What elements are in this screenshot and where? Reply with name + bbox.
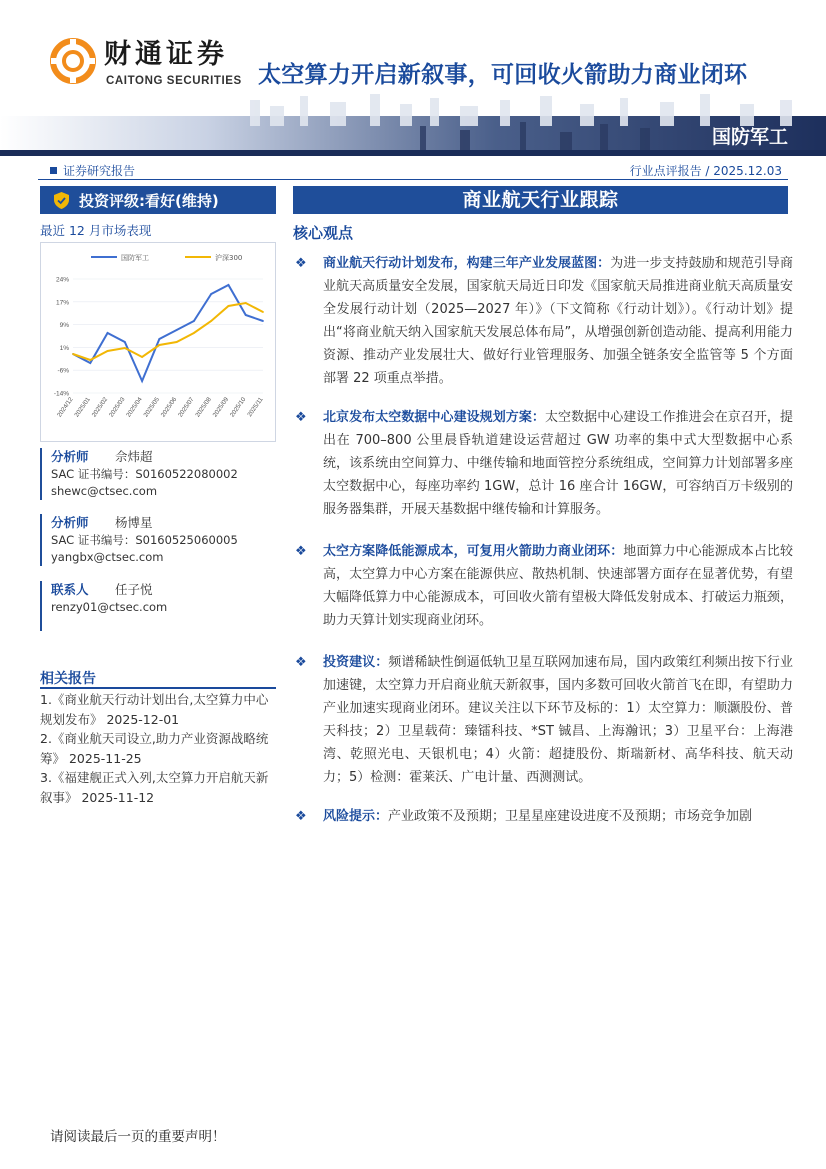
company-name-en: CAITONG SECURITIES: [106, 75, 242, 87]
data-point: [176, 329, 178, 331]
diamond-bullet-icon: ❖: [295, 256, 307, 271]
rating-box: [40, 186, 276, 214]
square-bullet-icon: [50, 167, 57, 174]
caitong-logo-icon: [50, 38, 96, 84]
analyst-name: 杨博星: [115, 515, 153, 530]
y-tick-label: -6%: [57, 367, 69, 375]
y-tick-label: -14%: [53, 390, 69, 398]
footer-disclaimer: 请阅读最后一页的重要声明！: [50, 1129, 226, 1145]
related-report-line: 叙事》 2025-11-12: [40, 789, 155, 805]
x-tick-label: 2025/07: [176, 396, 196, 419]
data-point: [245, 314, 247, 316]
related-report-line: 1.《商业航天行动计划出台,太空算力中心: [40, 692, 269, 707]
analyst-1: [40, 448, 276, 500]
company-name: 财通证券: [104, 39, 228, 70]
related-report-item[interactable]: [40, 690, 276, 729]
shield-icon: [54, 192, 69, 209]
data-point: [141, 356, 143, 358]
report-title: 太空算力开启新叙事，可回收火箭助力商业闭环: [258, 62, 748, 88]
key-point-4: [293, 651, 793, 789]
related-report-line: 规划发布》 2025-12-01: [40, 711, 180, 727]
key-point-1: [293, 252, 793, 390]
y-tick-label: 9%: [59, 322, 69, 330]
related-report-line: 筹》 2025-11-25: [40, 750, 142, 766]
section-title: 商业航天行业跟踪: [293, 186, 788, 214]
diamond-bullet-icon: ❖: [295, 544, 307, 559]
data-point: [210, 293, 212, 295]
report-meta: 行业点评报告 / 2025.12.03: [629, 164, 782, 178]
related-report-line: 2.《商业航天司设立,助力产业资源战略统: [40, 731, 269, 746]
data-point: [176, 341, 178, 343]
series-line-2: [73, 303, 263, 360]
y-tick-label: 17%: [55, 299, 69, 307]
data-point: [193, 320, 195, 322]
x-tick-label: 2025/04: [125, 396, 144, 419]
analyst-role: 分析师: [51, 449, 89, 464]
data-point: [89, 362, 91, 364]
x-tick-label: 2025/02: [90, 396, 110, 419]
key-point-text: 频谱稀缺性倒逼低轨卫星互联网加速布局，国内政策红利频出按下行业加速键，太空算力开启商业航天新叙事，国内多数可回收火箭首飞在即，有望助力产业加速实现商业闭环。建议关注以下环节及标的：1）太空算力：顺灏股份、普天科技；2）卫星载荷：臻镭科技、*ST 铖昌、上海瀚讯；3）卫星平台：上海港湾、乾照光电、天银机电；4）火箭：超捷股份、斯瑞新材、高华科技、航天动力；5）检测：霍莱沃、广电计量、西测测试。: [323, 655, 793, 785]
key-point-text: 产业政策不及预期；卫星星座建设进度不及预期；市场竞争加剧: [388, 809, 753, 824]
key-point-5: [293, 805, 793, 828]
x-tick-label: 2024/12: [56, 396, 75, 419]
data-point: [228, 305, 230, 307]
data-point: [245, 302, 247, 304]
chart-svg: [41, 243, 275, 441]
related-report-line: 3.《福建舰正式入列,太空算力开启航天新: [40, 770, 269, 785]
data-point: [193, 332, 195, 334]
rating-label: 投资评级:看好(维持): [79, 191, 219, 210]
data-point: [141, 380, 143, 382]
analyst-email[interactable]: shewc@ctsec.com: [51, 484, 158, 498]
analyst-name: 佘炜超: [115, 449, 153, 464]
related-reports-divider: [40, 687, 276, 689]
data-point: [124, 341, 126, 343]
diamond-bullet-icon: ❖: [295, 410, 307, 425]
legend-label: 沪深300: [215, 254, 243, 262]
x-tick-label: 2025/01: [73, 396, 92, 419]
data-point: [72, 353, 74, 355]
data-point: [107, 350, 109, 352]
market-performance-chart: [40, 242, 276, 442]
city-banner: [0, 92, 826, 156]
related-report-item[interactable]: [40, 729, 276, 768]
x-tick-label: 2025/09: [211, 396, 231, 419]
diamond-bullet-icon: ❖: [295, 655, 307, 670]
data-point: [228, 284, 230, 286]
key-point-3: [293, 540, 793, 632]
data-point: [210, 320, 212, 322]
core-views-title: 核心观点: [293, 224, 354, 242]
analyst-role: 分析师: [51, 515, 89, 530]
related-reports-title: 相关报告: [40, 671, 96, 687]
analyst-sac: SAC 证书编号：S0160525060005: [51, 533, 238, 547]
x-tick-label: 2025/05: [142, 396, 162, 419]
data-point: [107, 332, 109, 334]
contact-name: 任子悦: [115, 582, 153, 597]
legend-label: 国防军工: [121, 254, 149, 262]
related-reports-list: [40, 690, 276, 807]
diamond-bullet-icon: ❖: [295, 809, 307, 824]
key-point-lead: 商业航天行动计划发布，构建三年产业发展蓝图：: [323, 256, 611, 271]
x-tick-label: 2025/10: [228, 396, 248, 419]
key-point-2: [293, 406, 793, 521]
series-line-1: [73, 285, 263, 381]
analyst-2: [40, 514, 276, 566]
y-tick-label: 1%: [59, 344, 69, 352]
market-performance-label: 最近 12 月市场表现: [40, 223, 152, 238]
analyst-sac: SAC 证书编号：S0160522080002: [51, 467, 238, 481]
contact-role: 联系人: [51, 582, 89, 597]
key-point-lead: 投资建议：: [323, 655, 389, 670]
analyst-email[interactable]: yangbx@ctsec.com: [51, 550, 164, 564]
data-point: [262, 311, 264, 313]
report-type-label: 证券研究报告: [63, 164, 136, 178]
data-point: [89, 359, 91, 361]
data-point: [124, 347, 126, 349]
key-point-lead: 北京发布太空数据中心建设规划方案：: [323, 410, 545, 425]
x-tick-label: 2025/06: [159, 396, 179, 419]
y-tick-label: 24%: [55, 276, 69, 284]
contact-person: [40, 581, 276, 631]
x-tick-label: 2025/03: [107, 396, 127, 419]
x-tick-label: 2025/08: [194, 396, 213, 419]
x-tick-label: 2025/11: [246, 396, 265, 419]
key-point-text: 太空数据中心建设工作推进会在京召开，提出在 700–800 公里晨昏轨道建设运营超过 GW 功率的集中式大型数据中心系统，该系统由空间算力、中继传输和地面管控分系统组成，空间算力计划部署多座太空数据中心，每座功率约 1GW，总计 16 座合计 16GW，可容纳百万卡级别的服务器集群，开展天基数据中继传输和计算服务。: [323, 410, 793, 517]
key-point-lead: 太空方案降低能源成本，可复用火箭助力商业闭环：: [323, 544, 624, 559]
data-point: [158, 344, 160, 346]
report-type: [50, 162, 135, 179]
header-divider: [38, 179, 788, 180]
industry-tag: 国防军工: [711, 126, 788, 148]
key-point-text: 地面算力中心能源成本占比较高，太空算力中心方案在能源供应、散热机制、快速部署方面存在显著优势，有望大幅降低算力中心能源成本，可回收火箭有望极大降低发射成本、打破运力瓶颈，助力天算计划实现商业闭环。: [323, 544, 793, 628]
data-point: [262, 320, 264, 322]
data-point: [158, 338, 160, 340]
key-point-text: 为进一步支持鼓励和规范引导商业航天高质量安全发展，国家航天局近日印发《国家航天局推进商业航天高质量安全发展行动计划（2025—2027 年）》（下文简称《行动计划》）。《行动计划》提出“将商业航天纳入国家航天发展总体布局”，从增强创新创造动能、提高利用能力资源、推动产业发展壮大、做好行业管理服务、加强全链条安全监管等 5 个方面部署 22 项重点举措。: [323, 256, 793, 386]
key-point-lead: 风险提示：: [323, 809, 389, 824]
contact-email[interactable]: renzy01@ctsec.com: [51, 600, 168, 614]
related-report-item[interactable]: [40, 768, 276, 807]
